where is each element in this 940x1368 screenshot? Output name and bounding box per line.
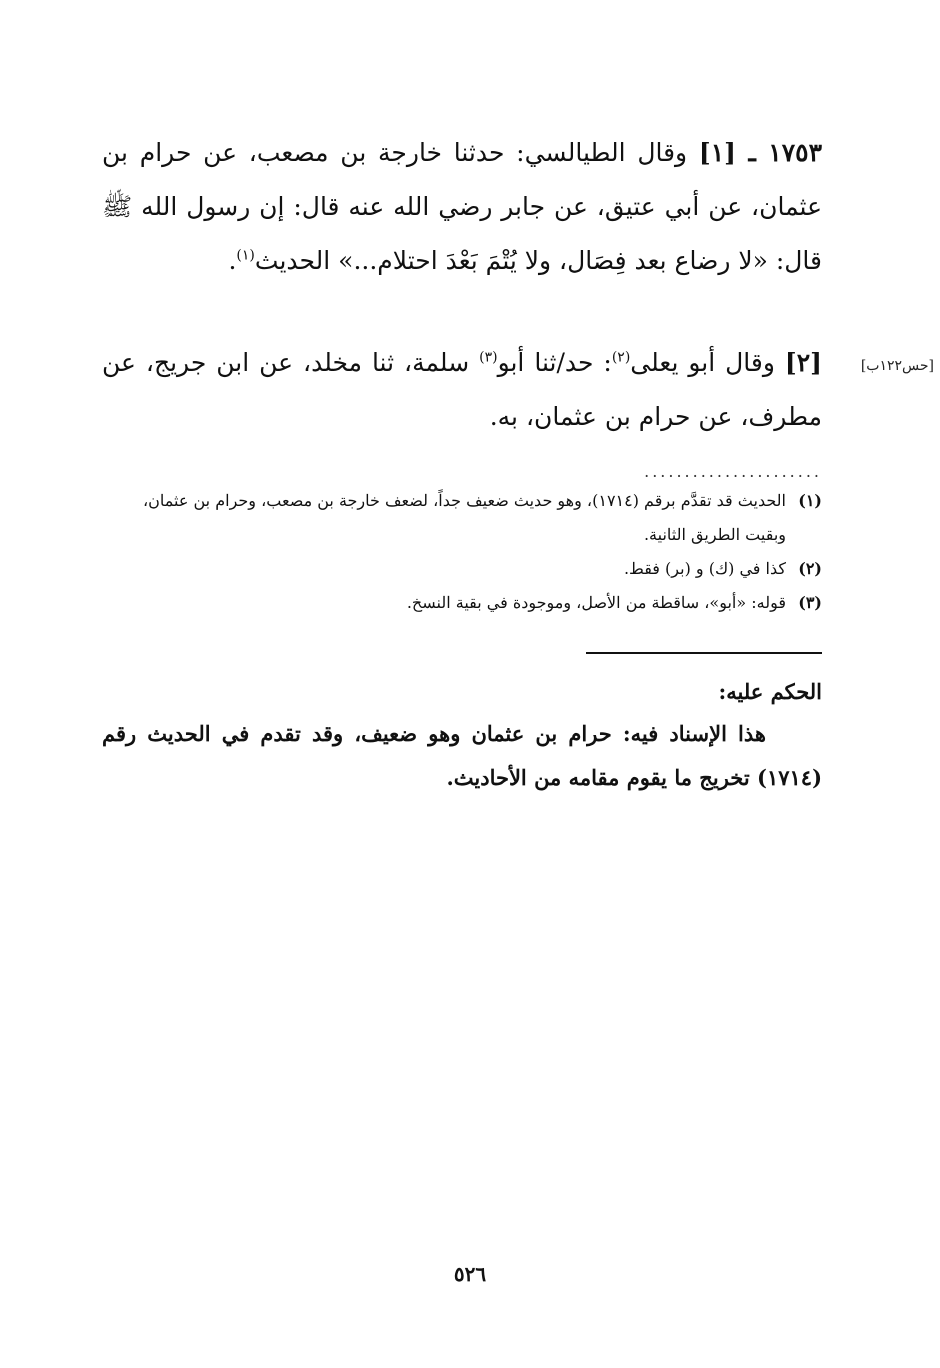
hadith-text: وقال الطيالسي: حدثنا خارجة بن مصعب، عن حرام بن عثمان، عن أبي عتيق، عن جابر رضي الله عنه قال: إن رسول الله ﷺ قال: «لا رضاع بعد فِصَال، ولا يُتْمَ بَعْدَ احتلام...» الحديث bbox=[102, 138, 822, 275]
footnote-ref-3: (٣) bbox=[479, 349, 498, 366]
hadith-text-a: وقال أبو يعلى bbox=[630, 348, 775, 377]
footnote-text: كذا في (ك) و (بر) فقط. bbox=[623, 559, 786, 578]
hadith-paragraph-1753 bbox=[102, 126, 822, 288]
footnote-item bbox=[102, 484, 822, 552]
footnote-separator: ...................... bbox=[644, 462, 822, 481]
footnote-text: الحديث قد تقدَّم برقم (١٧١٤)، وهو حديث ضعيف جداً، لضعف خارجة بن مصعب، وحرام بن عثمان، وبقيت الطريق الثانية. bbox=[143, 491, 786, 544]
page-number: ٥٢٦ bbox=[453, 1262, 487, 1286]
footnote-item bbox=[102, 552, 822, 586]
footnote-text: قوله: «أبو»، ساقطة من الأصل، وموجودة في بقية النسخ. bbox=[406, 593, 786, 612]
verdict-text-block bbox=[102, 712, 822, 800]
footnote-item bbox=[102, 586, 822, 620]
footnote-number: (١) bbox=[798, 491, 822, 510]
footnote-ref-1: (١) bbox=[236, 247, 255, 264]
hadith-text-end: . bbox=[228, 246, 237, 275]
section-rule bbox=[586, 652, 822, 654]
footnotes bbox=[102, 484, 822, 620]
hadith-text-b: : حد/ثنا أبو bbox=[497, 348, 612, 377]
verdict-text: هذا الإسناد فيه: حرام بن عثمان وهو ضعيف، وقد تقدم في الحديث رقم (١٧١٤) تخريج ما يقوم مقامه من الأحاديث. bbox=[102, 721, 822, 790]
hadith-number: ١٧٥٣ ـ [١] bbox=[698, 138, 822, 167]
hadith-subnumber: [٢] bbox=[784, 348, 822, 377]
footnote-number: (٢) bbox=[798, 559, 822, 578]
hadith-text-c: سلمة، ثنا مخلد، عن ابن جريج، عن مطرف، عن حرام بن عثمان، به. bbox=[102, 348, 822, 431]
footnote-ref-2: (٢) bbox=[611, 349, 631, 366]
footnote-number: (٣) bbox=[798, 593, 822, 612]
verdict-heading: الحكم عليه: bbox=[718, 679, 822, 704]
hadith-paragraph-2 bbox=[102, 336, 822, 444]
margin-manuscript-reference: [حس١٢٢ب] bbox=[860, 358, 934, 374]
